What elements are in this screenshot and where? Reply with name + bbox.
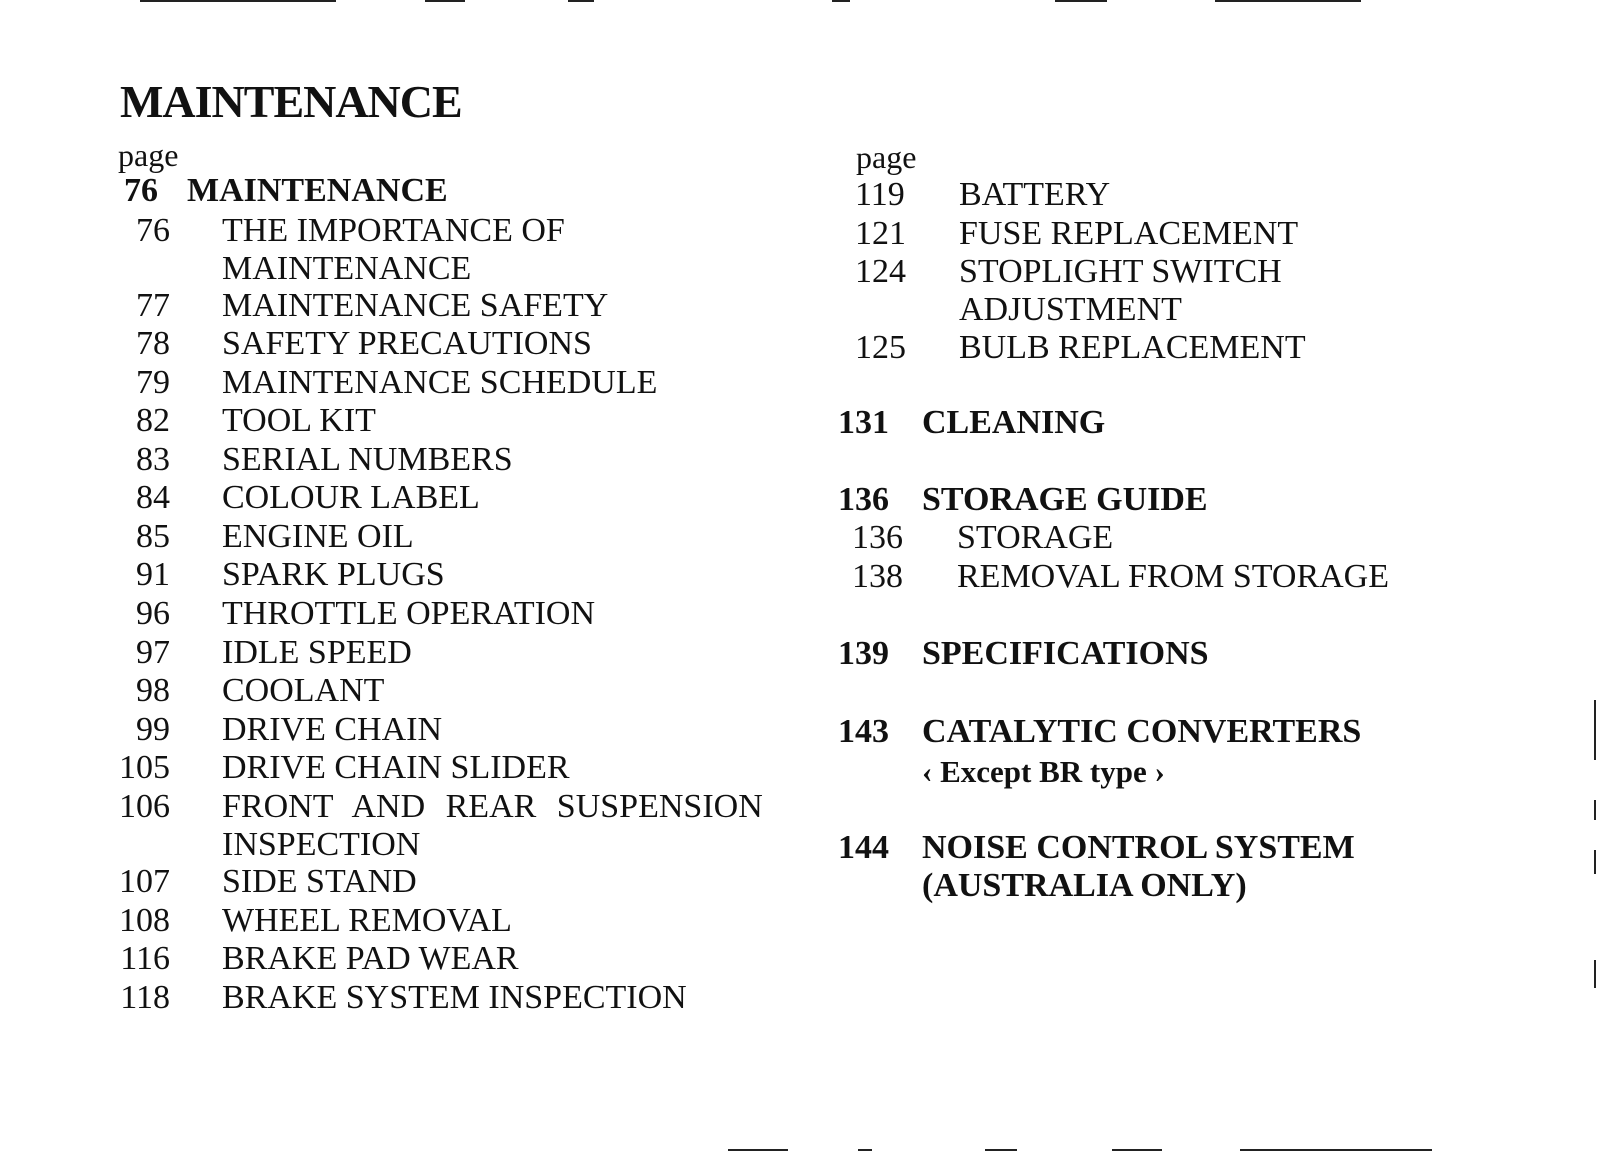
toc-entry-title: BRAKE SYSTEM INSPECTION: [222, 979, 687, 1016]
bottom-rule-5: [1240, 1149, 1432, 1151]
toc-section-title: SPECIFICATIONS: [922, 635, 1209, 672]
edge-tick-3: [1594, 850, 1596, 874]
toc-section-title: STORAGE GUIDE: [922, 481, 1208, 518]
toc-section-title: CLEANING: [922, 404, 1106, 441]
toc-page-number: 106: [119, 788, 170, 825]
bottom-rule-3: [985, 1149, 1017, 1151]
toc-page-number: 107: [119, 863, 170, 900]
toc-entry-title: BRAKE PAD WEAR: [222, 940, 519, 977]
toc-entry-title: MAINTENANCE SCHEDULE: [222, 364, 658, 401]
edge-tick-1: [1594, 700, 1596, 760]
toc-page-number: 121: [855, 215, 906, 252]
edge-tick-2: [1594, 800, 1596, 820]
toc-entry-title: IDLE SPEED: [222, 634, 412, 671]
top-rule-1: [140, 0, 336, 2]
toc-entry-title: MAINTENANCE SAFETY: [222, 287, 609, 324]
toc-entry-title: SERIAL NUMBERS: [222, 441, 513, 478]
toc-page-number: 138: [852, 558, 903, 595]
toc-page-number: 131: [838, 404, 889, 441]
toc-page-number: 96: [136, 595, 170, 632]
toc-page-number: 85: [136, 518, 170, 555]
toc-page-number: 98: [136, 672, 170, 709]
toc-entry-title-line2: ADJUSTMENT: [959, 291, 1182, 328]
toc-entry-title-line2: INSPECTION: [222, 826, 421, 863]
toc-entry-title: FUSE REPLACEMENT: [959, 215, 1299, 252]
top-rule-6: [1215, 0, 1361, 2]
right-page-label: page: [856, 139, 917, 175]
toc-page-number: 118: [120, 979, 170, 1016]
toc-page-number: 99: [136, 711, 170, 748]
toc-entry-title-line2: MAINTENANCE: [222, 250, 472, 287]
bottom-rule-1: [728, 1149, 788, 1151]
bottom-rule-2: [858, 1149, 872, 1151]
toc-entry-title: DRIVE CHAIN SLIDER: [222, 749, 570, 786]
toc-page-number: 78: [136, 325, 170, 362]
toc-section-title: NOISE CONTROL SYSTEM: [922, 829, 1355, 866]
toc-page-number: 144: [838, 829, 889, 866]
top-rule-2: [425, 0, 465, 2]
top-rule-3: [568, 0, 594, 2]
toc-entry-title: THROTTLE OPERATION: [222, 595, 596, 632]
toc-entry-title: TOOL KIT: [222, 402, 376, 439]
toc-page-number: 76: [124, 172, 158, 209]
toc-page-number: 84: [136, 479, 170, 516]
toc-page-number: 125: [855, 329, 906, 366]
toc-entry-title: SPARK PLUGS: [222, 556, 445, 593]
toc-page-number: 136: [838, 481, 889, 518]
toc-entry-title: COOLANT: [222, 672, 385, 709]
toc-entry-title: STORAGE: [957, 519, 1114, 556]
top-rule-4: [832, 0, 850, 2]
toc-entry-title: COLOUR LABEL: [222, 479, 480, 516]
toc-section-title: CATALYTIC CONVERTERS: [922, 713, 1362, 750]
toc-entry-title: SAFETY PRECAUTIONS: [222, 325, 592, 362]
toc-entry-title: WHEEL REMOVAL: [222, 902, 512, 939]
toc-entry-title: BULB REPLACEMENT: [959, 329, 1306, 366]
toc-page-number: 116: [120, 940, 170, 977]
toc-page-number: 97: [136, 634, 170, 671]
toc-page-number: 108: [119, 902, 170, 939]
toc-entry-title: DRIVE CHAIN: [222, 711, 443, 748]
toc-section-title: MAINTENANCE: [187, 172, 448, 209]
toc-entry-title: FRONT AND REAR SUSPENSION: [222, 788, 763, 825]
toc-entry-title: REMOVAL FROM STORAGE: [957, 558, 1390, 595]
toc-page-number: 139: [838, 635, 889, 672]
toc-entry-title: STOPLIGHT SWITCH: [959, 253, 1282, 290]
toc-entry-title: ENGINE OIL: [222, 518, 414, 555]
toc-section-note: ‹ Except BR type ›: [922, 754, 1165, 789]
left-page-label: page: [118, 137, 179, 173]
edge-tick-4: [1594, 960, 1596, 988]
bottom-rule-4: [1112, 1149, 1162, 1151]
toc-page-number: 83: [136, 441, 170, 478]
toc-section-title-line2: (AUSTRALIA ONLY): [922, 867, 1247, 904]
toc-entry-title: BATTERY: [959, 176, 1111, 213]
toc-page-number: 136: [852, 519, 903, 556]
toc-page-number: 82: [136, 402, 170, 439]
toc-page-number: 91: [136, 556, 170, 593]
toc-page-number: 76: [136, 212, 170, 249]
toc-page-number: 77: [136, 287, 170, 324]
toc-page-number: 119: [855, 176, 905, 213]
toc-entry-title: SIDE STAND: [222, 863, 417, 900]
toc-page-number: 124: [855, 253, 906, 290]
page-title: MAINTENANCE: [120, 76, 462, 127]
toc-page-number: 79: [136, 364, 170, 401]
top-rule-5: [1055, 0, 1107, 2]
toc-entry-title: THE IMPORTANCE OF: [222, 212, 565, 249]
toc-page-number: 105: [119, 749, 170, 786]
toc-page-number: 143: [838, 713, 889, 750]
